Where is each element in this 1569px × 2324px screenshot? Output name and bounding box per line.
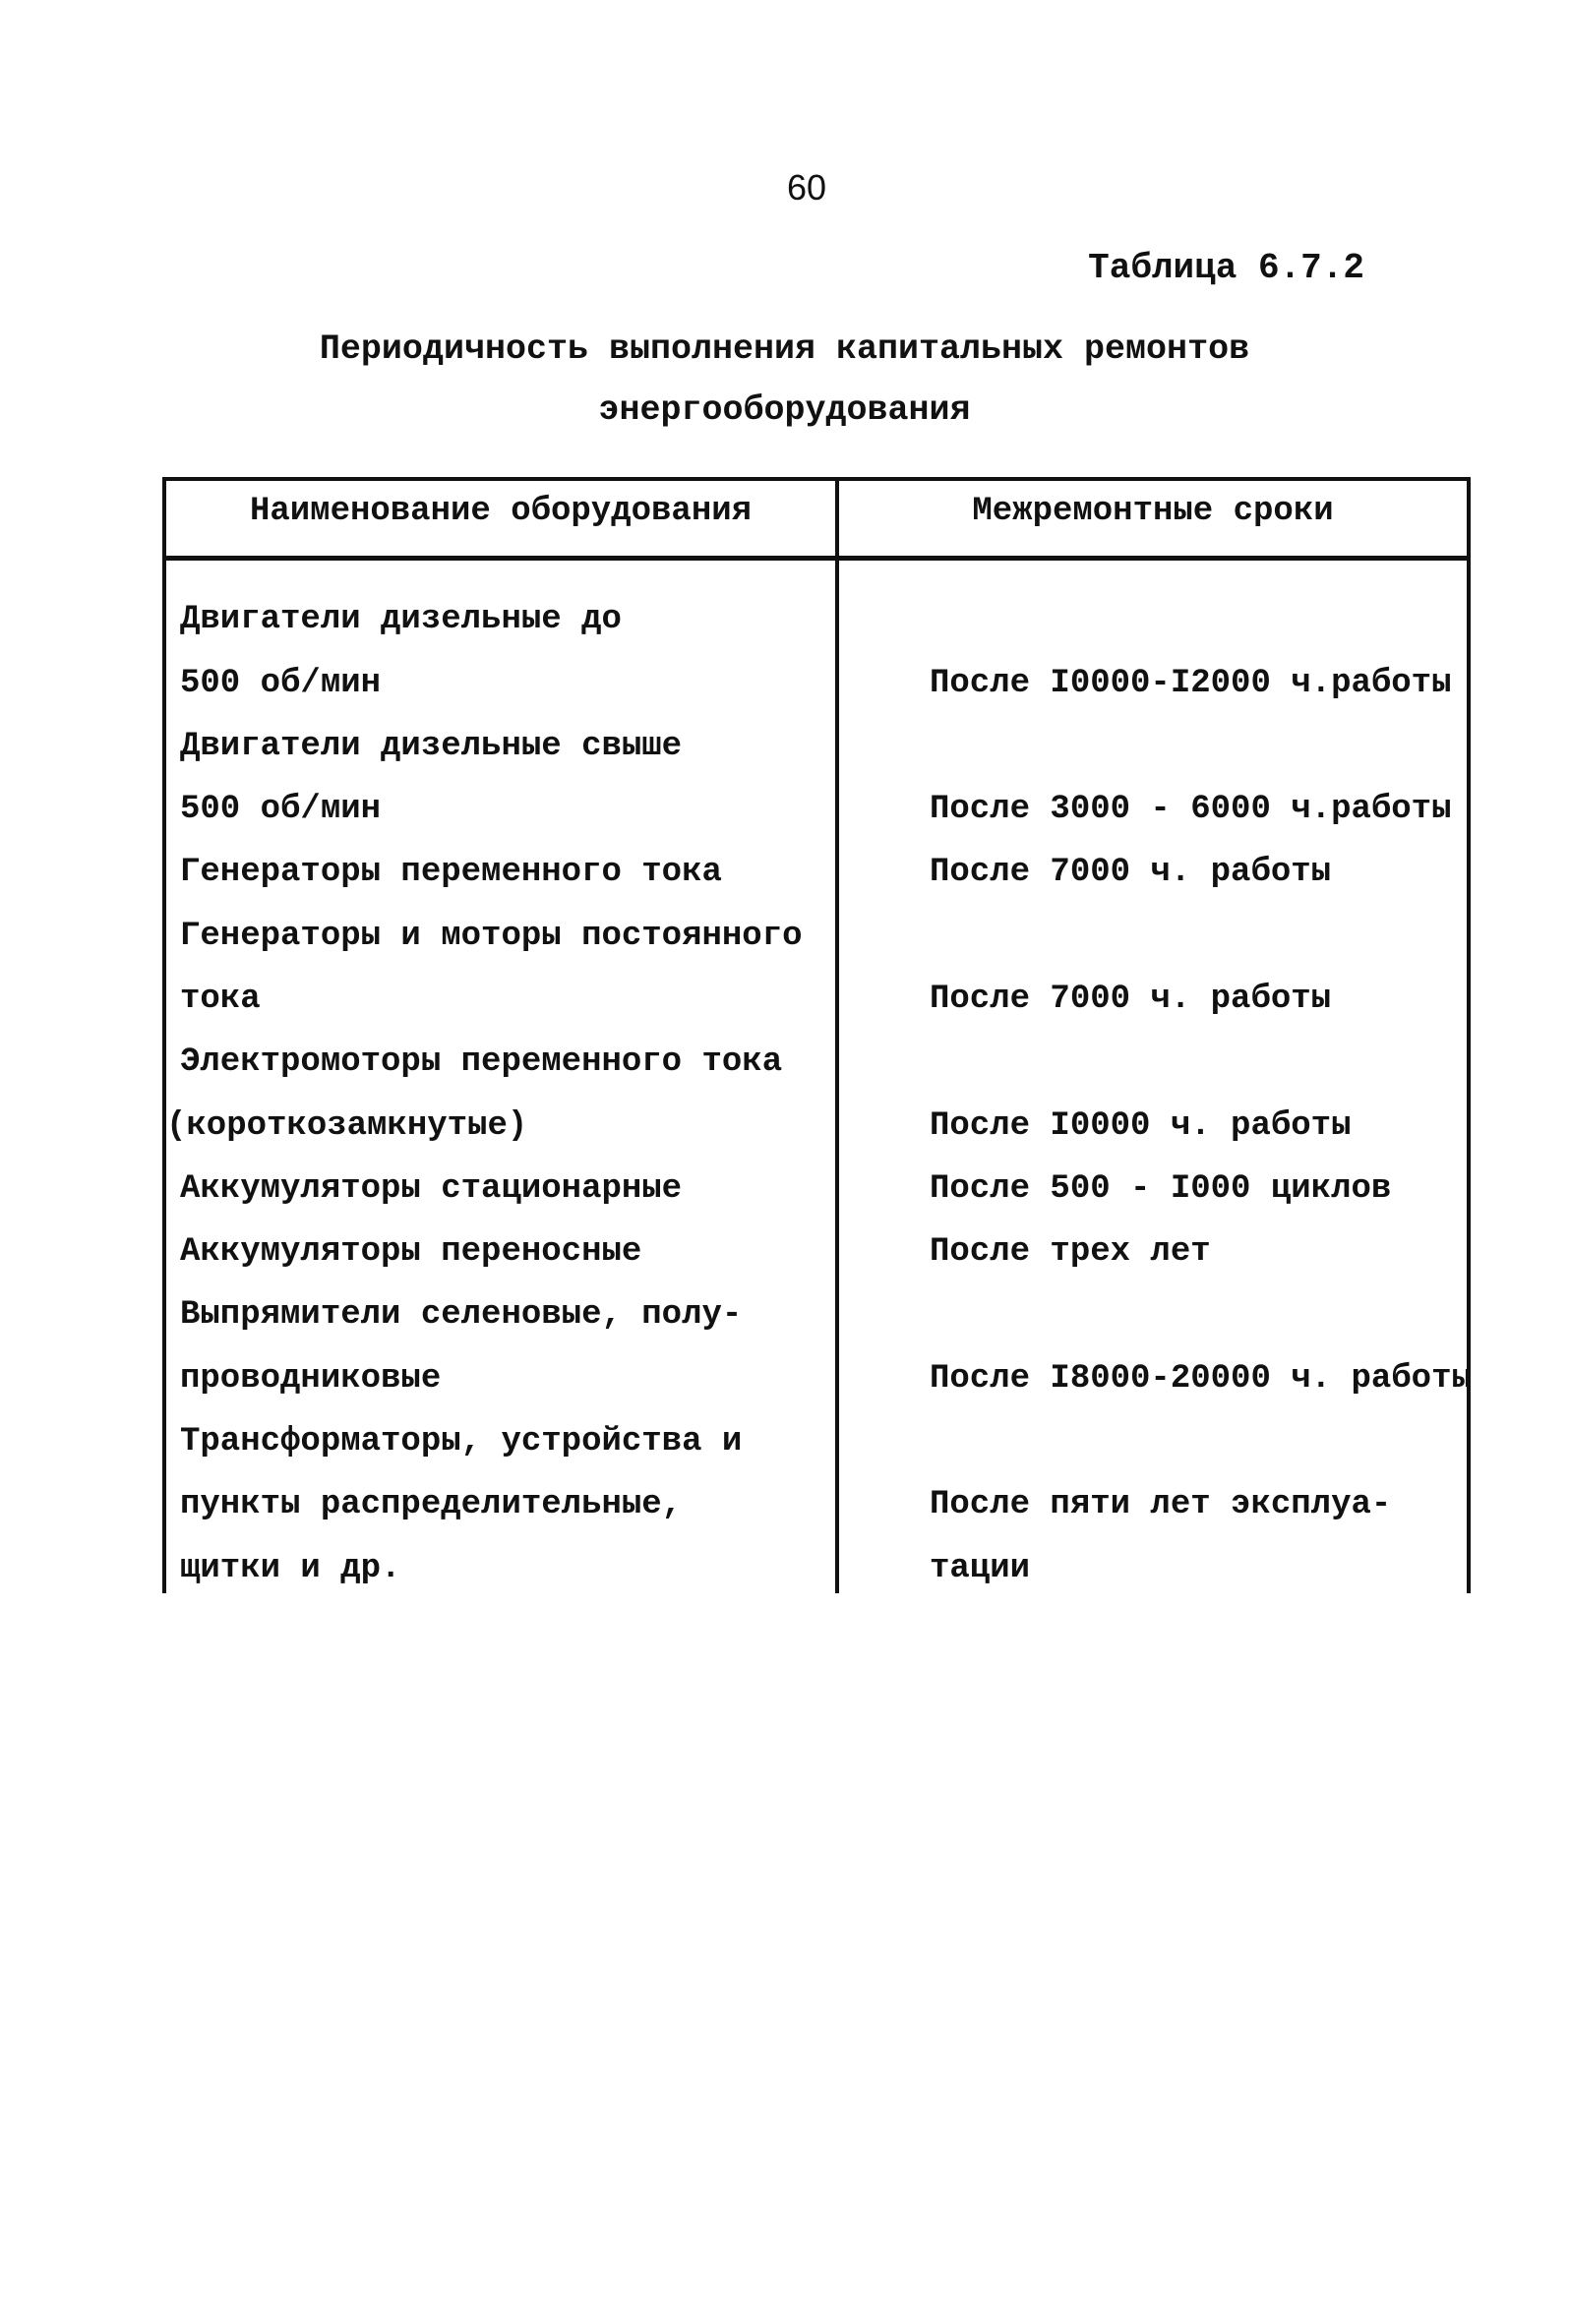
table-caption-line-2: энергооборудования <box>598 390 971 430</box>
page-number: 60 <box>786 167 827 208</box>
row-6-interval: После 500 - I000 циклов <box>930 1170 1392 1208</box>
row-9-interval-line-1: После пяти лет эксплуа- <box>930 1486 1392 1523</box>
row-7-interval: После трех лет <box>930 1233 1211 1271</box>
table-header-divider <box>164 556 1471 561</box>
row-2-interval: После 3000 - 6000 ч.работы <box>930 791 1452 828</box>
table-top-border <box>164 477 1471 481</box>
table-column-divider <box>835 477 839 1593</box>
row-4-equipment-line-2: тока <box>180 981 261 1018</box>
row-9-interval-line-2: тации <box>930 1550 1031 1587</box>
row-8-equipment-line-2: проводниковые <box>180 1360 442 1398</box>
header-equipment: Наименование оборудования <box>249 493 753 530</box>
row-9-equipment-line-2: пункты распределительные, <box>180 1486 683 1523</box>
header-interval: Межремонтные сроки <box>972 493 1334 530</box>
row-1-equipment-line-2: 500 об/мин <box>180 665 382 702</box>
row-8-equipment-line-1: Выпрямители селеновые, полу- <box>180 1296 743 1334</box>
row-2-equipment-line-1: Двигатели дизельные свыше <box>180 728 683 765</box>
row-8-interval: После I8000-20000 ч. работы <box>930 1360 1472 1398</box>
row-2-equipment-line-2: 500 об/мин <box>180 791 382 828</box>
row-4-interval: После 7000 ч. работы <box>930 981 1332 1018</box>
row-1-equipment-line-1: Двигатели дизельные до <box>180 601 622 638</box>
repair-intervals-table <box>162 477 1471 1593</box>
table-right-border <box>1467 477 1471 1593</box>
row-9-equipment-line-1: Трансформаторы, устройства и <box>180 1423 743 1460</box>
row-3-interval: После 7000 ч. работы <box>930 854 1332 891</box>
row-9-equipment-line-3: щитки и др. <box>180 1550 401 1587</box>
row-4-equipment-line-1: Генераторы и моторы постоянного <box>180 918 803 955</box>
row-6-equipment-line-1: Аккумуляторы стационарные <box>180 1170 683 1208</box>
row-5-interval: После I0000 ч. работы <box>930 1107 1352 1145</box>
row-1-interval: После I0000-I2000 ч.работы <box>930 665 1452 702</box>
table-left-border <box>162 477 166 1593</box>
row-5-equipment-line-1: Электромоторы переменного тока <box>180 1043 783 1081</box>
row-5-equipment-line-2: (короткозамкнутые) <box>166 1107 528 1145</box>
table-label: Таблица 6.7.2 <box>1088 248 1364 288</box>
row-7-equipment-line-1: Аккумуляторы переносные <box>180 1233 642 1271</box>
row-3-equipment-line-1: Генераторы переменного тока <box>180 854 722 891</box>
table-caption-line-1: Периодичность выполнения капитальных ремонтов <box>319 329 1250 369</box>
